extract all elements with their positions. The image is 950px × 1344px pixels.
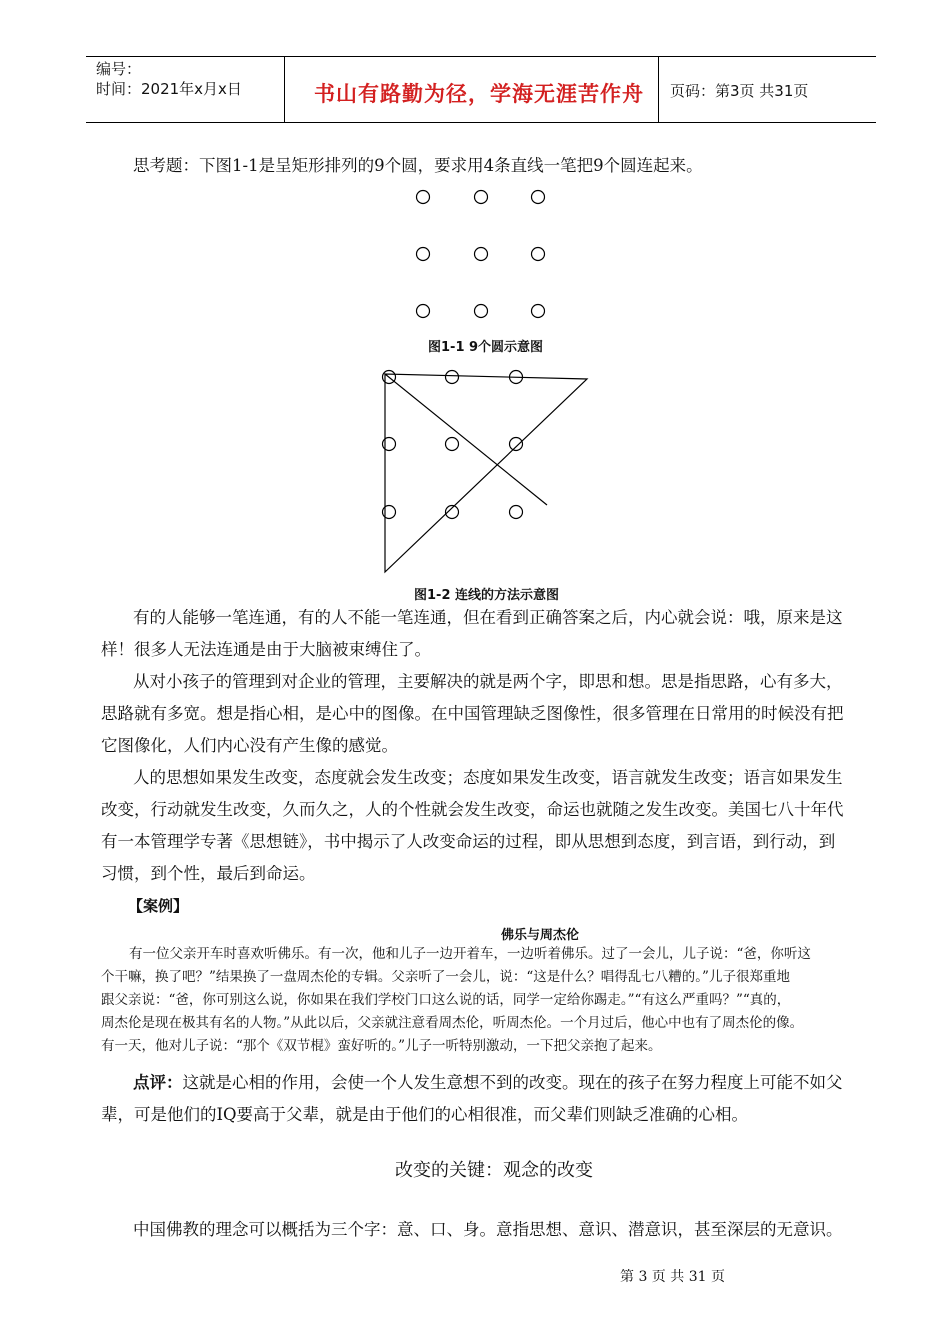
case-label: 【案例】 <box>128 897 189 915</box>
figure-connecting-lines <box>370 362 600 577</box>
header-bottom-rule <box>86 122 876 123</box>
number-label: 编号： <box>96 60 142 78</box>
header-divider-right <box>658 56 659 122</box>
comment-text: 这就是心相的作用，会使一个人发生意想不到的改变。现在的孩子在努力程度上可能不如父 <box>182 1073 843 1092</box>
header-top-rule <box>86 56 876 57</box>
case-line: 有一天，他对儿子说：“那个《双节棍》蛮好听的。”儿子一听特别激动，一下把父亲抱了起来。 <box>101 1038 662 1054</box>
case-line: 跟父亲说：“爸，你可别这么说，你如果在我们学校门口这么说的话，同学一定给你踢走。”“有这么严重吗？”“真的， <box>101 992 791 1008</box>
page-info: 页码：第3页 共31页 <box>670 82 809 100</box>
paragraph-line: 改变，行动就发生改变，久而久之，人的个性就会发生改变，命运也就随之发生改变。美国七八十年代 <box>101 800 844 819</box>
comment <box>101 1067 871 1131</box>
circle <box>475 191 488 204</box>
body-paragraphs <box>101 602 871 890</box>
header-divider-left <box>284 56 285 122</box>
paragraph-line: 样！很多人无法连通是由于大脑被束缚住了。 <box>101 640 431 659</box>
comment-label: 点评： <box>133 1073 183 1092</box>
case-title: 佛乐与周杰伦 <box>500 928 579 943</box>
comment-line: 辈，可是他们的IQ要高于父辈，就是由于他们的心相很准，而父辈们则缺乏准确的心相。 <box>101 1105 749 1124</box>
circle <box>532 305 545 318</box>
time-label: 时间：2021年x月x日 <box>96 80 242 98</box>
case-line: 有一位父亲开车时喜欢听佛乐。有一次，他和儿子一边开着车，一边听着佛乐。过了一会儿，儿子说：“爸，你听这 <box>129 946 811 962</box>
case-line: 个干嘛，换了吧？”结果换了一盘周杰伦的专辑。父亲听了一会儿，说：“这是什么？唱得乱七八糟的。”儿子很郑重地 <box>101 969 790 985</box>
circle <box>417 248 430 261</box>
case-line: 周杰伦是现在极其有名的人物。”从此以后，父亲就注意看周杰伦，听周杰伦。一个月过后，他心中也有了周杰伦的像。 <box>101 1015 804 1031</box>
circle <box>510 438 523 451</box>
circle <box>532 248 545 261</box>
section-heading: 改变的关键：观念的改变 <box>395 1160 593 1181</box>
paragraph-line: 它图像化，人们内心没有产生像的感觉。 <box>101 736 398 755</box>
figure2-caption: 图1-2 连线的方法示意图 <box>414 588 560 603</box>
case-story <box>101 943 871 1058</box>
paragraph-line: 思路就有多宽。想是指心相，是心中的图像。在中国管理缺乏图像性，很多管理在日常用的时候没有把 <box>101 704 844 723</box>
circle <box>417 191 430 204</box>
figure-nine-circles <box>400 180 560 325</box>
solution-path <box>385 374 587 572</box>
last-paragraph: 中国佛教的理念可以概括为三个字：意、口、身。意指思想、意识、潜意识，甚至深层的无意识。 <box>133 1220 843 1239</box>
circle <box>510 506 523 519</box>
circle <box>475 305 488 318</box>
paragraph-line: 人的思想如果发生改变，态度就会发生改变；态度如果发生改变，语言就发生改变；语言如果发生 <box>133 768 843 787</box>
circle <box>532 191 545 204</box>
figure1-caption: 图1-1 9个圆示意图 <box>428 340 544 355</box>
paragraph-line: 习惯，到个性，最后到命运。 <box>101 864 316 883</box>
paragraph-line: 从对小孩子的管理到对企业的管理，主要解决的就是两个字，即思和想。思是指思路，心有多大， <box>133 672 843 691</box>
circle <box>417 305 430 318</box>
circle <box>446 371 459 384</box>
paragraph-line: 有的人能够一笔连通，有的人不能一笔连通，但在看到正确答案之后，内心就会说：哦，原来是这 <box>133 608 843 627</box>
circle <box>475 248 488 261</box>
motto: 书山有路勤为径，学海无涯苦作舟 <box>314 82 644 106</box>
page-footer: 第 3 页 共 31 页 <box>620 1269 725 1285</box>
paragraph-line: 有一本管理学专著《思想链》，书中揭示了人改变命运的过程，即从思想到态度，到言语，到行动，到 <box>101 832 836 851</box>
question-text: 思考题：下图1-1是呈矩形排列的9个圆，要求用4条直线一笔把9个圆连起来。 <box>133 156 703 175</box>
circle <box>446 438 459 451</box>
